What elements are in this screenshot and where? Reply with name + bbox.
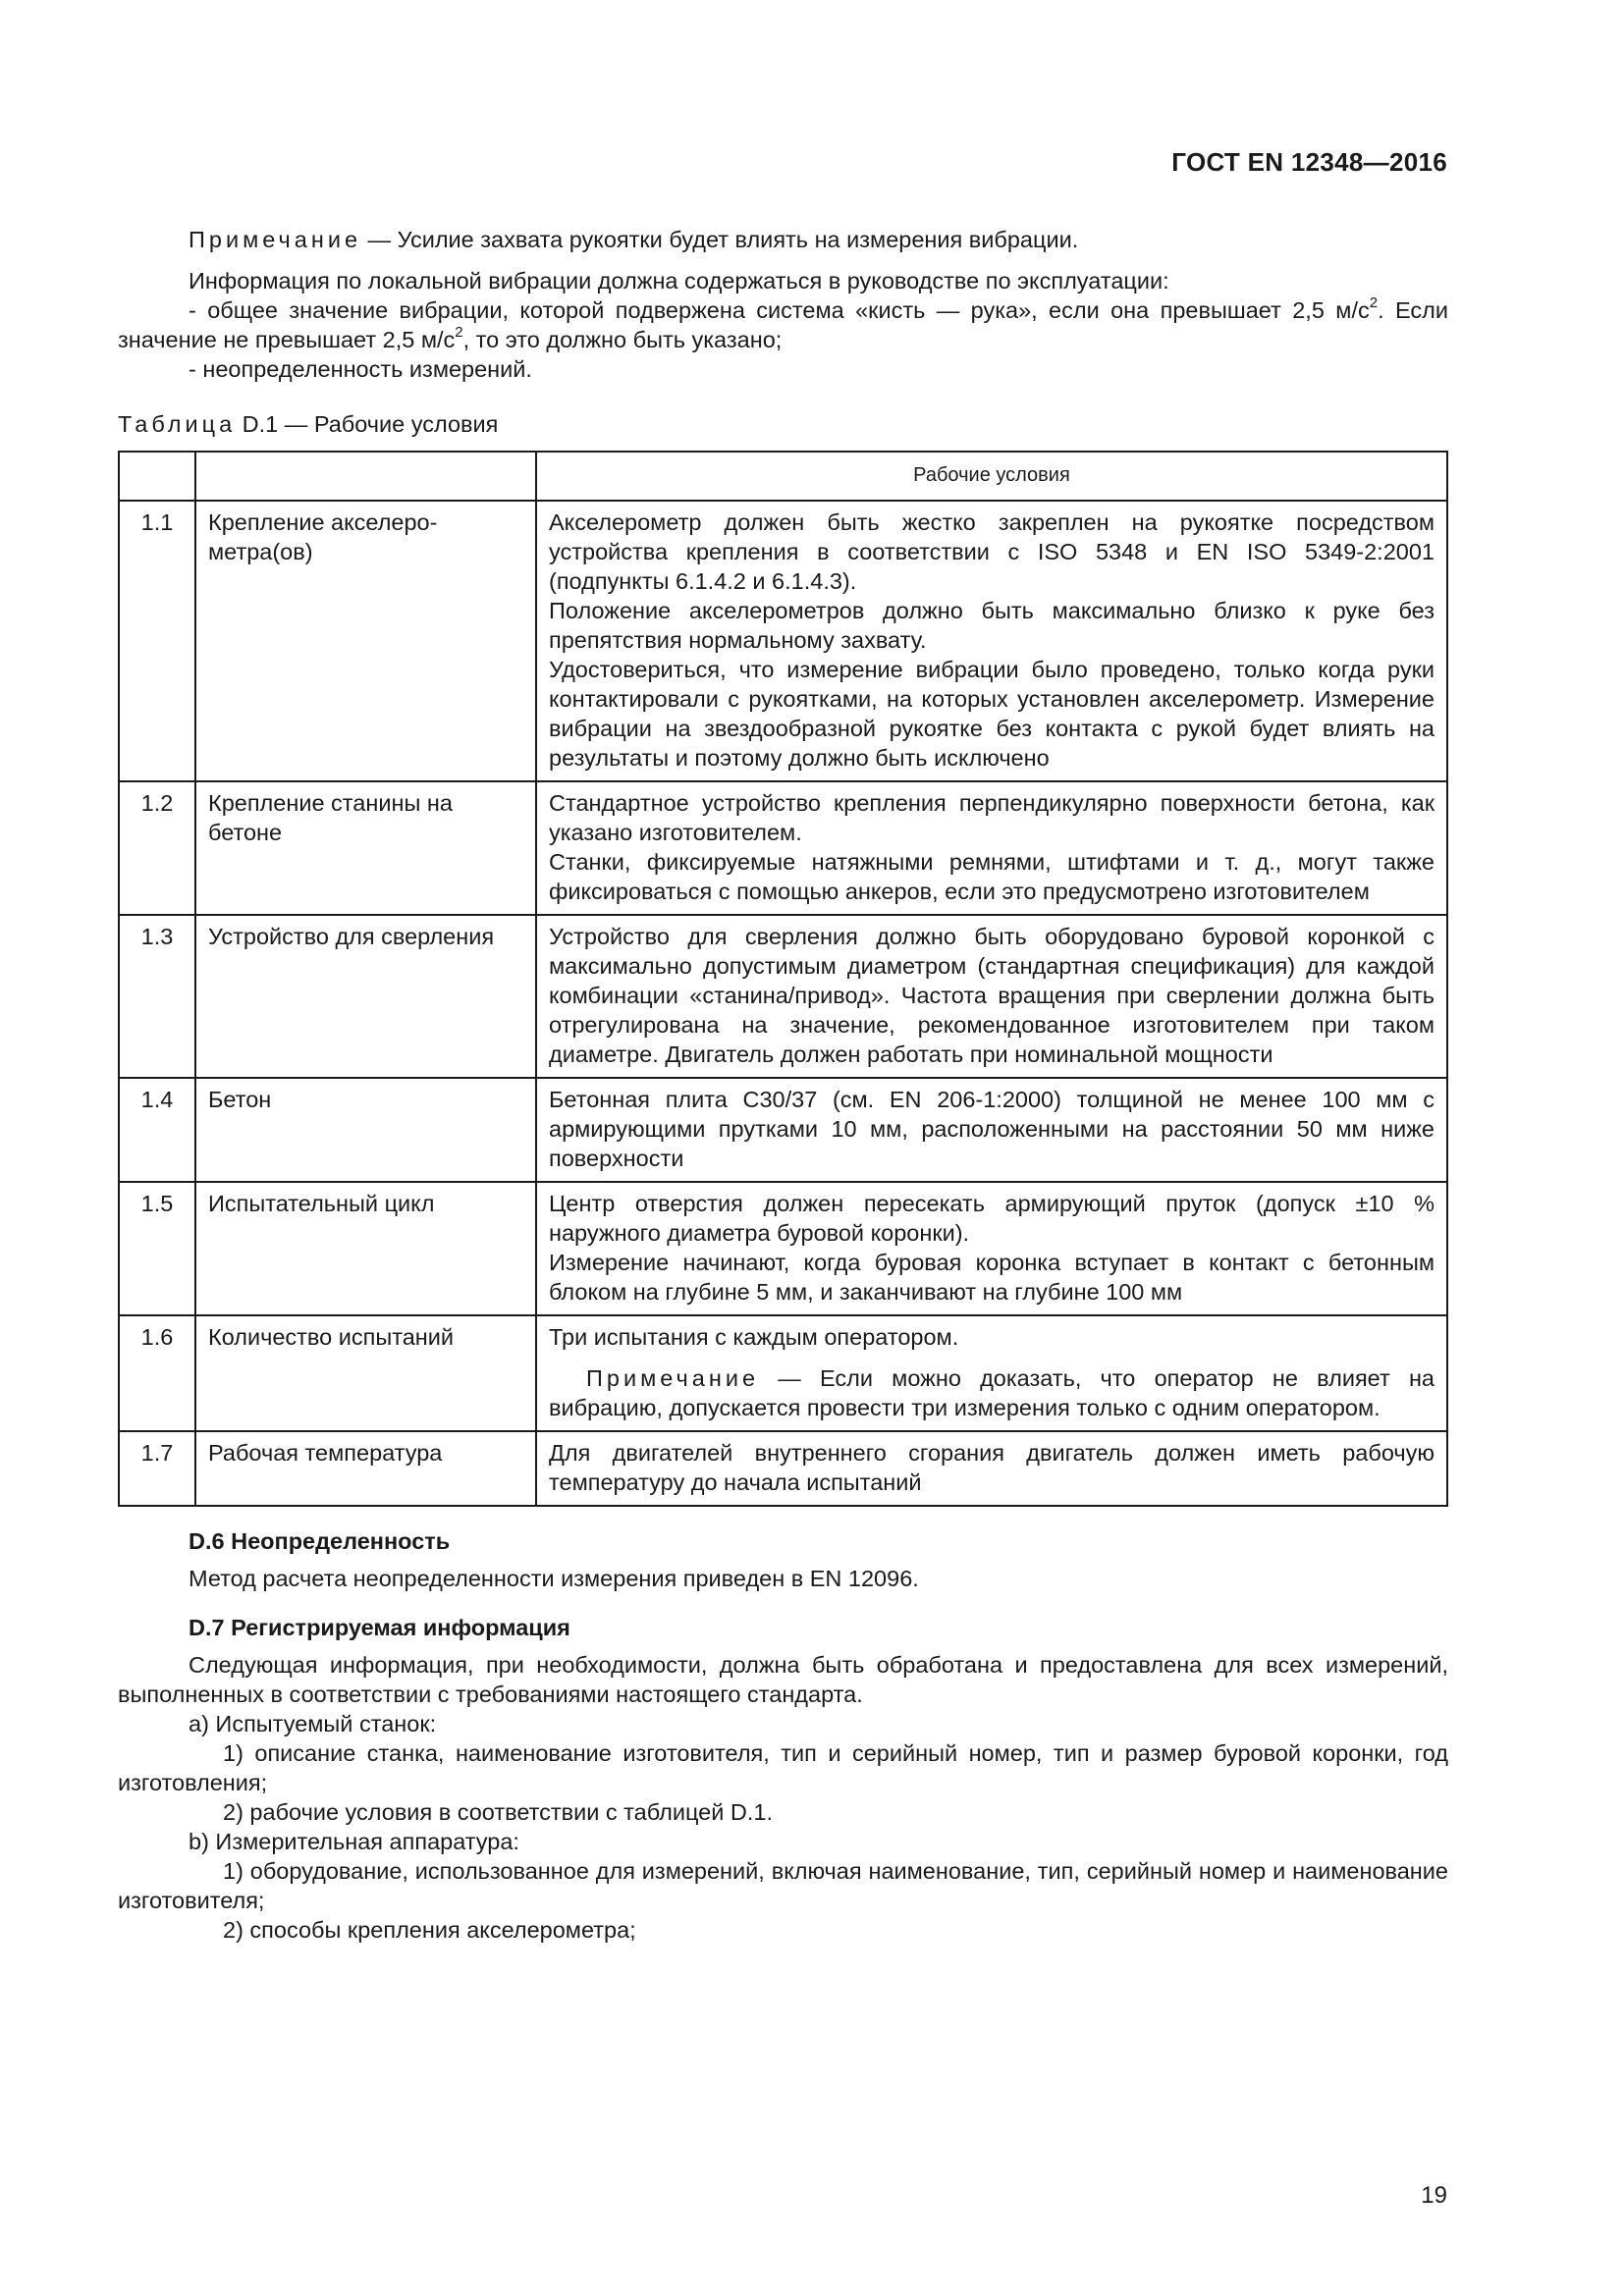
document-number: ГОСТ EN 12348—2016 bbox=[1171, 147, 1447, 177]
info-line: Информация по локальной вибрации должна содержаться в руководстве по эксплуатации: bbox=[189, 268, 1169, 294]
header-empty-cell bbox=[195, 452, 536, 501]
row-name: Крепление станины на бетоне bbox=[195, 781, 536, 915]
table-row bbox=[119, 915, 1447, 1078]
list-item-b1: 1) оборудование, использованное для измерений, включая наименование, тип, серийный номер и наименование изготовителя; bbox=[118, 1858, 1448, 1913]
section-d6-heading: D.6 Неопределенность bbox=[189, 1528, 451, 1554]
list-item-b: b) Измерительная аппаратура: bbox=[189, 1829, 519, 1854]
row-number: 1.3 bbox=[119, 915, 195, 1078]
row-number: 1.1 bbox=[119, 501, 195, 781]
row-name: Испытательный цикл bbox=[195, 1182, 536, 1315]
list-item-a: а) Испытуемый станок: bbox=[189, 1711, 437, 1736]
section-d7-heading: D.7 Регистрируемая информация bbox=[189, 1615, 570, 1640]
row-description: Центр отверстия должен пересекать армирующий пруток (допуск ±10 % наружного диаметра буровой коронки). Измерение начинают, когда буровая коронка вступает в контакт с бетонным блоком на глубине 5 мм, и заканчивают на глубине 100 мм bbox=[536, 1182, 1447, 1315]
row-description: Устройство для сверления должно быть оборудовано буровой коронкой с максимально допустимым диаметром (стандартная спецификация) для каждой комбинации «станина/привод». Частота вращения при сверлении должна быть отрегулирована на значение, рекомендованное изготовителем при таком диаметре. Двигатель должен работать при номинальной мощности bbox=[536, 915, 1447, 1078]
table-header-row bbox=[119, 452, 1447, 501]
note-label: Примечание bbox=[189, 227, 362, 252]
row-number: 1.5 bbox=[119, 1182, 195, 1315]
list-item-b2: 2) способы крепления акселерометра; bbox=[223, 1917, 636, 1943]
note-text: — Усилие захвата рукоятки будет влиять на измерения вибрации. bbox=[361, 227, 1079, 252]
row-description: Бетонная плита С30/37 (см. EN 206-1:2000) толщиной не менее 100 мм с армирующими прутками 10 мм, расположенными на расстоянии 50 мм ниже поверхности bbox=[536, 1078, 1447, 1182]
row-number: 1.7 bbox=[119, 1431, 195, 1506]
row-name: Устройство для сверления bbox=[195, 915, 536, 1078]
info-bullet-1: - общее значение вибрации, которой подвержена система «кисть — рука», если она превышает 2,5 $м/с^2$. Если значение не превышает 2,5 $м/с^2$, то это должно быть указано; bbox=[118, 294, 1449, 352]
row-number: 1.6 bbox=[119, 1315, 195, 1431]
row-note: Примечание — Если можно доказать, что оператор не влияет на вибрацию, допускается провести три измерения только с одним оператором. bbox=[549, 1365, 1435, 1420]
row-description: Акселерометр должен быть жестко закреплен на рукоятке посредством устройства крепления в соответствии с ISO 5348 и EN ISO 5349-2:2001 (подпункты 6.1.4.2 и 6.1.4.3). Положение акселерометров должно быть максимально близко к руке без препятствия нормальному захвату. Удостовериться, что измерение вибрации было проведено, только когда руки контактировали с рукоятками, на которых установлен акселерометр. Измерение вибрации на звездообразной рукоятке без контакта с рукой будет влиять на результаты и поэтому должно быть исключено bbox=[536, 501, 1447, 781]
row-number: 1.4 bbox=[119, 1078, 195, 1182]
table-row bbox=[119, 1431, 1447, 1506]
table-row bbox=[119, 1315, 1447, 1431]
row-name: Рабочая температура bbox=[195, 1431, 536, 1506]
intro-note bbox=[118, 225, 1448, 254]
table-row bbox=[119, 501, 1447, 781]
header-conditions: Рабочие условия bbox=[536, 452, 1447, 501]
row-description: Три испытания с каждым оператором. Примечание — Если можно доказать, что оператор не влияет на вибрацию, допускается провести три измерения только с одним оператором. bbox=[536, 1315, 1447, 1431]
row-name: Бетон bbox=[195, 1078, 536, 1182]
row-name: Крепление акселеро-метра(ов) bbox=[195, 501, 536, 781]
section-d6-text: Метод расчета неопределенности измерения приведен в EN 12096. bbox=[189, 1566, 919, 1591]
header-empty-cell bbox=[119, 452, 195, 501]
list-item-a2: 2) рабочие условия в соответствии с таблицей D.1. bbox=[223, 1799, 774, 1825]
row-number: 1.2 bbox=[119, 781, 195, 915]
table-title: Таблица D.1 — Рабочие условия bbox=[118, 411, 499, 437]
section-d7-intro: Следующая информация, при необходимости, должна быть обработана и предоставлена для всех измерений, выполненных в соответствии с требованиями настоящего стандарта. bbox=[118, 1652, 1448, 1707]
page-content bbox=[118, 225, 1448, 1945]
row-name: Количество испытаний bbox=[195, 1315, 536, 1431]
page-number: 19 bbox=[1421, 2182, 1447, 2209]
row-description: Стандартное устройство крепления перпендикулярно поверхности бетона, как указано изготовителем. Станки, фиксируемые натяжными ремнями, штифтами и т. д., могут также фиксироваться с помощью анкеров, если это предусмотрено изготовителем bbox=[536, 781, 1447, 915]
list-item-a1: 1) описание станка, наименование изготовителя, тип и серийный номер, тип и размер буровой коронки, год изготовления; bbox=[118, 1740, 1448, 1795]
conditions-table bbox=[118, 451, 1448, 1507]
table-row bbox=[119, 1078, 1447, 1182]
info-bullet-2: - неопределенность измерений. bbox=[189, 356, 532, 382]
row-description: Для двигателей внутреннего сгорания двигатель должен иметь рабочую температуру до начала испытаний bbox=[536, 1431, 1447, 1506]
table-row bbox=[119, 1182, 1447, 1315]
table-row bbox=[119, 781, 1447, 915]
